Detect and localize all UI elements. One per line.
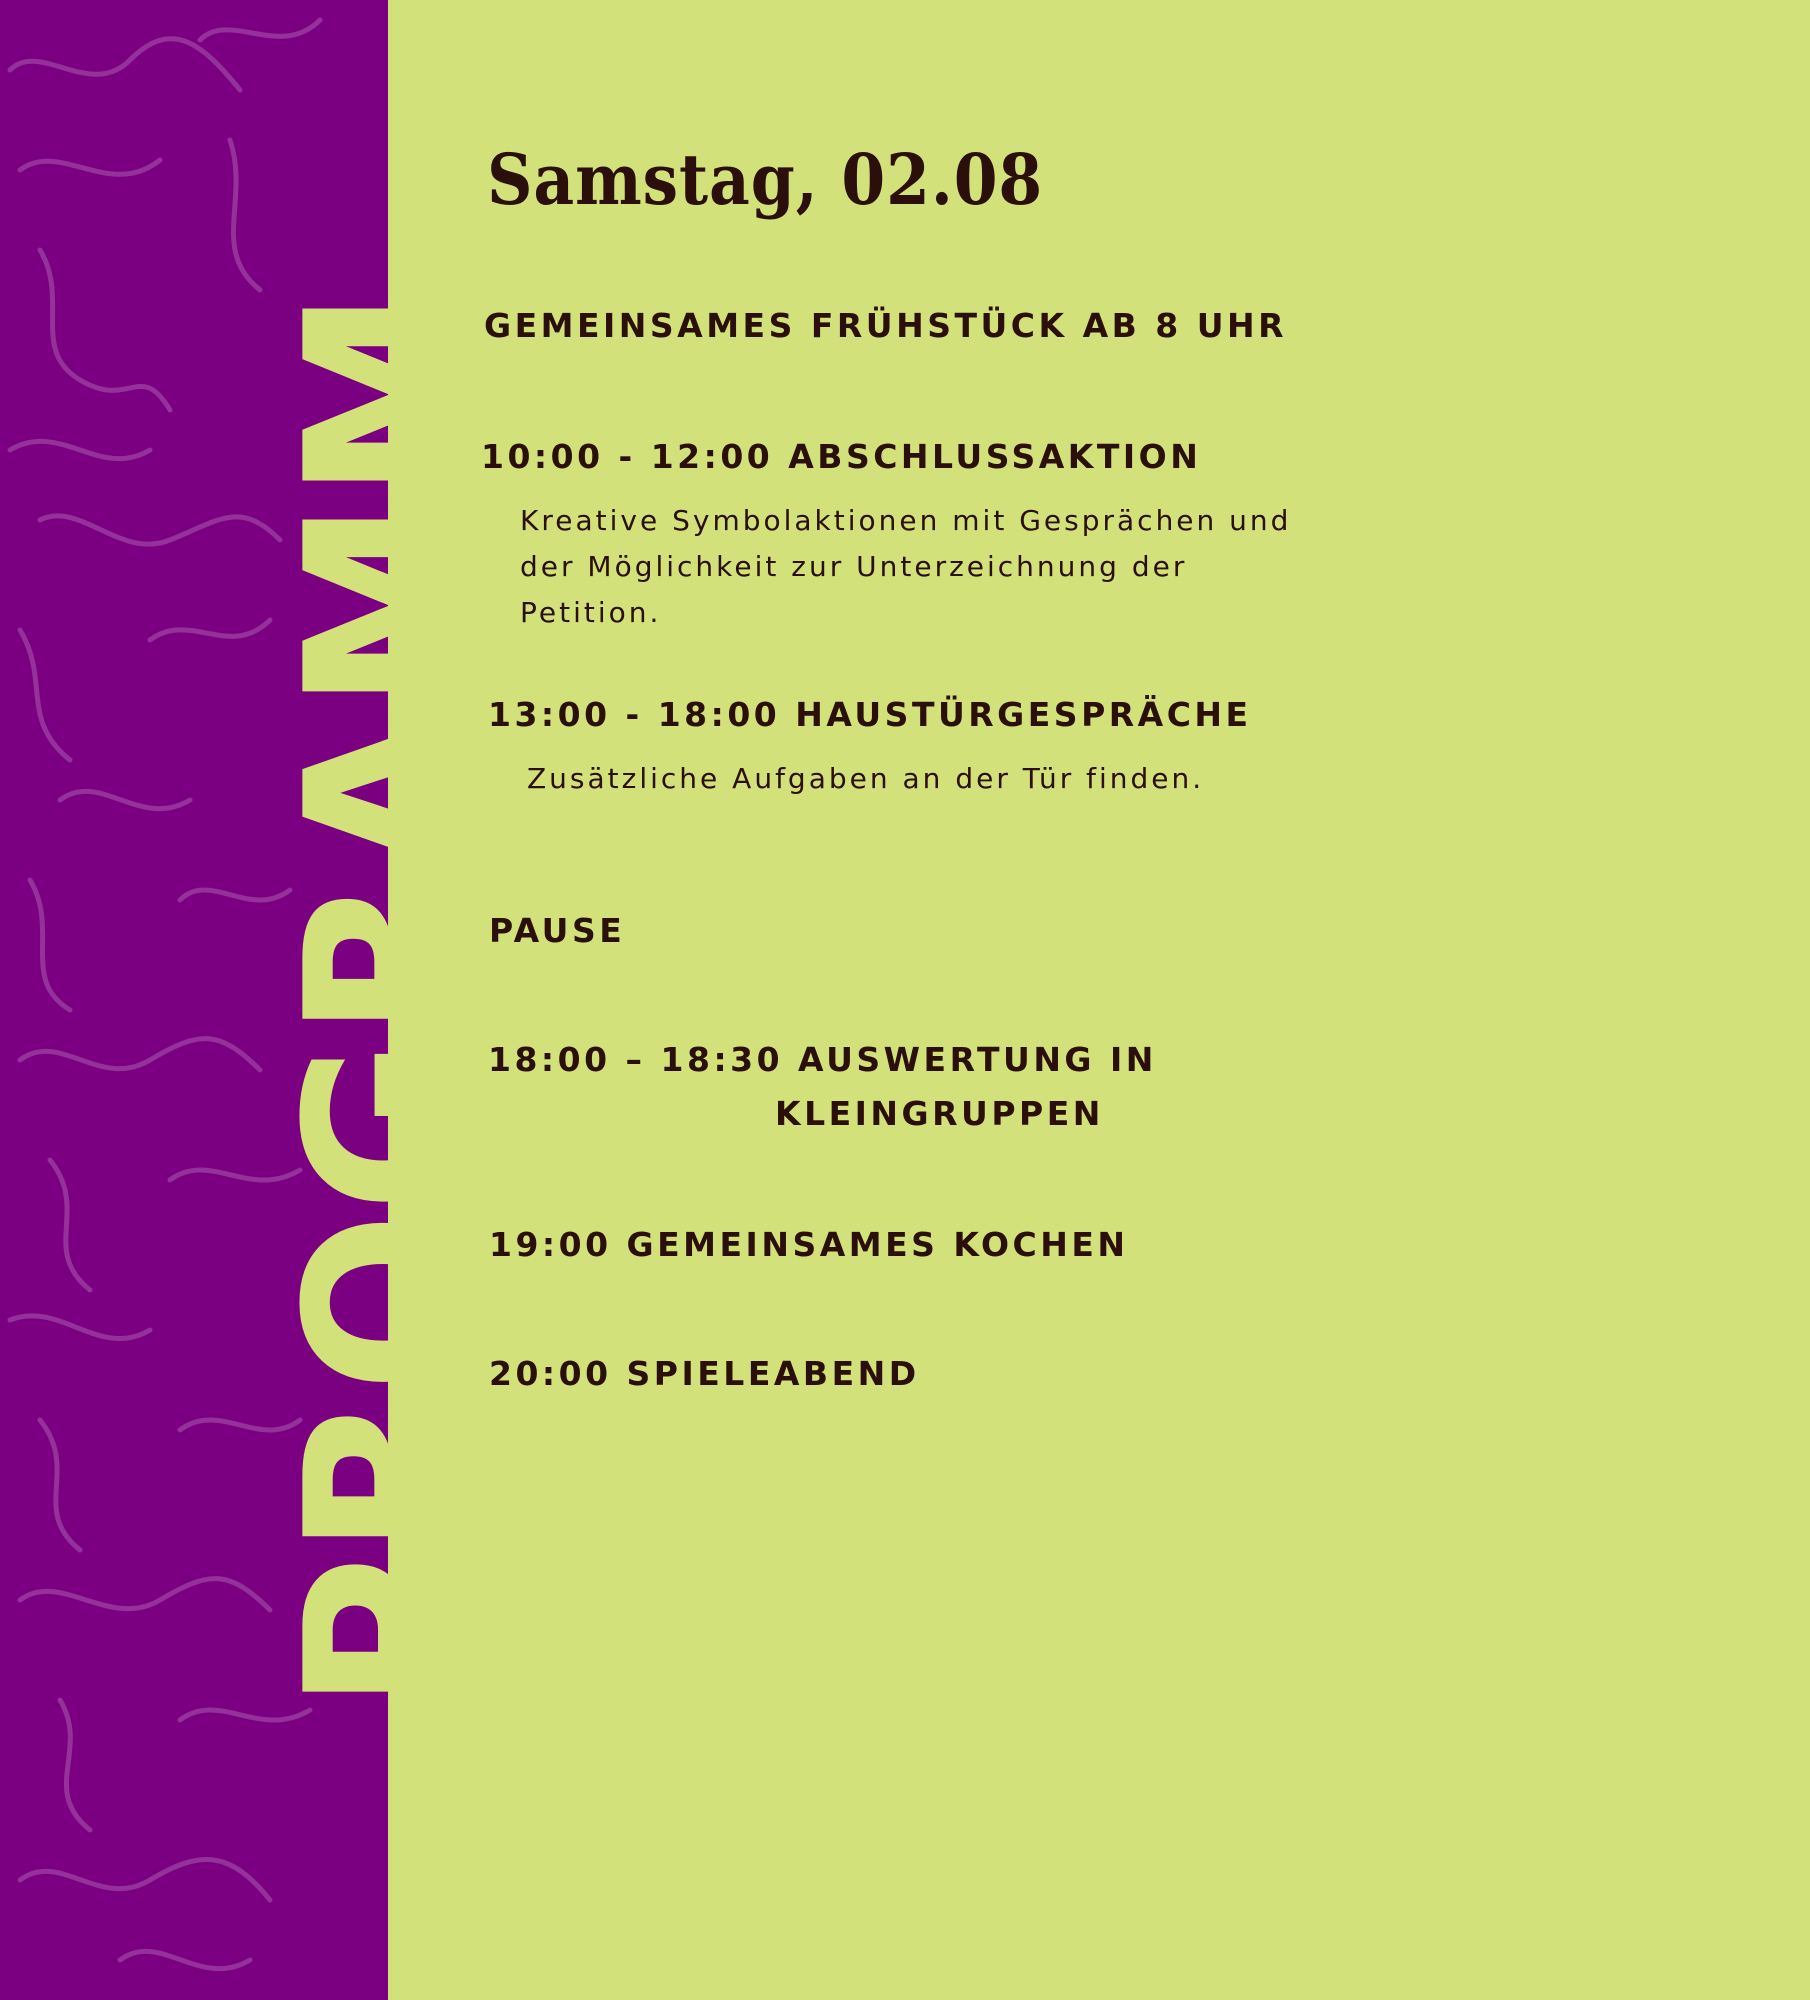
item-evaluation-heading-line2: KLEINGRUPPEN bbox=[775, 1094, 1104, 1133]
item-closing-action-description: Kreative Symbolaktionen mit Gesprächen und der Möglichkeit zur Unterzeichnung der Petition. bbox=[520, 504, 1292, 629]
item-evaluation-heading: 18:00 – 18:30 AUSWERTUNG IN bbox=[488, 1040, 1157, 1079]
item-door-talks-heading: 13:00 - 18:00 HAUSTÜRGESPRÄCHE bbox=[488, 695, 1252, 734]
item-cooking-heading: 19:00 GEMEINSAMES KOCHEN bbox=[489, 1225, 1129, 1264]
item-closing-action-heading: 10:00 - 12:00 ABSCHLUSSAKTION bbox=[481, 437, 1202, 476]
item-break-heading: PAUSE bbox=[489, 911, 626, 950]
page-title: Samstag, 02.08 bbox=[487, 138, 1044, 221]
item-door-talks-description: Zusätzliche Aufgaben an der Tür finden. bbox=[527, 762, 1205, 795]
vertical-program-title: PROGRAMM bbox=[257, 288, 518, 1712]
item-game-night-heading: 20:00 SPIELEABEND bbox=[489, 1354, 920, 1393]
item-breakfast-heading: GEMEINSAMES FRÜHSTÜCK AB 8 UHR bbox=[484, 306, 1288, 345]
